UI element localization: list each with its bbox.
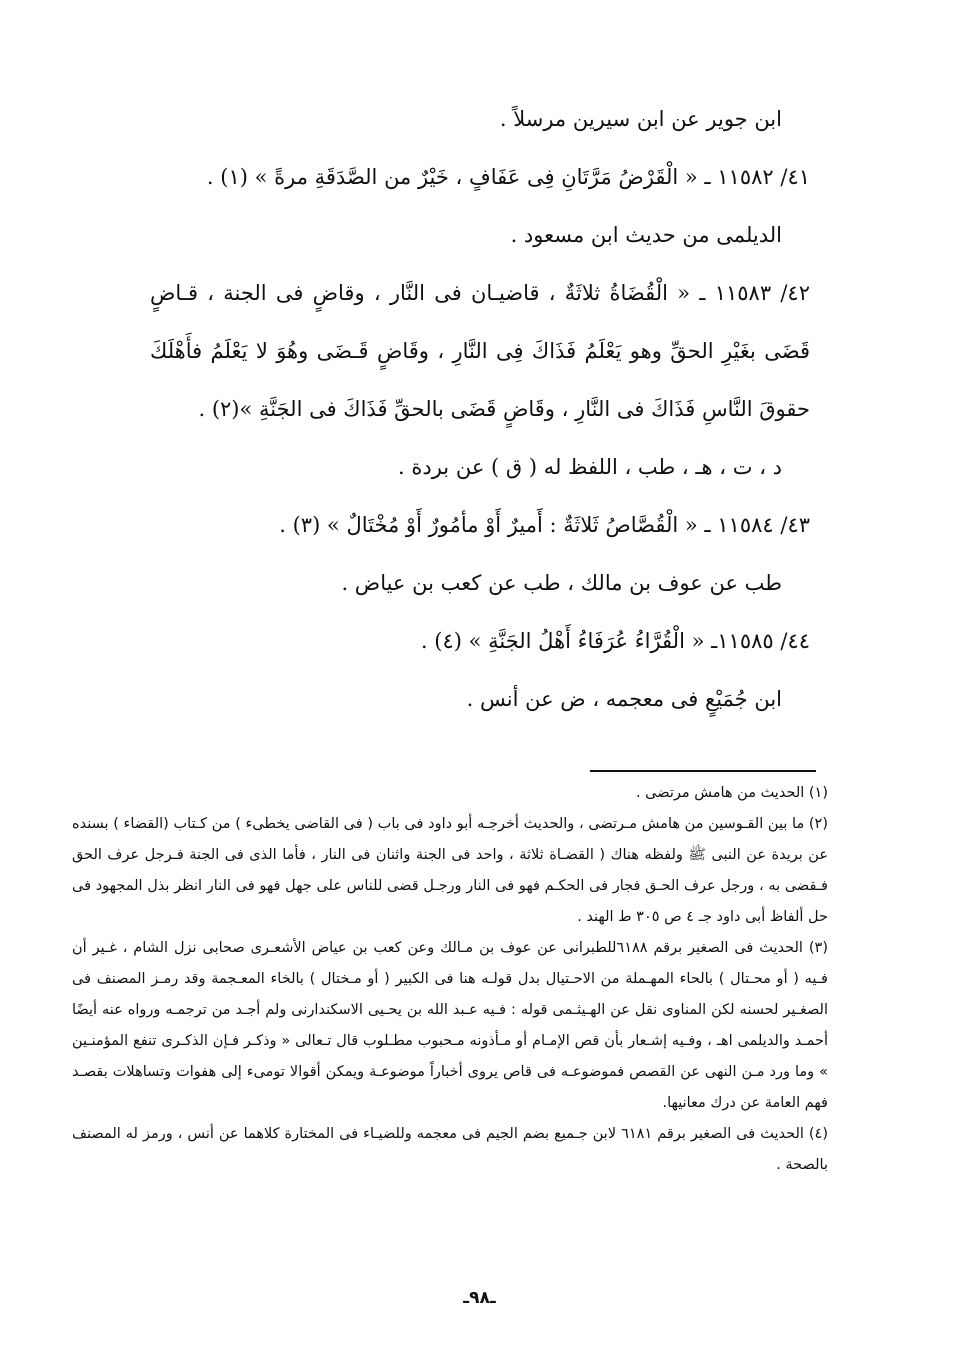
hadith-42: ٤٢/ ١١٥٨٣ ـ « الْقُضَاةُ ثلاثَةٌ ، قاضيـان فى النَّار ، وقاضٍ فى الجنة ، قـاضٍ قَضَى بغَيْرِ الحقِّ وهو يَعْلَمُ فَذَاكَ فِى النَّارِ ، وقَاضٍ قَـضَى وهُوَ لا يَعْلَمُ فأَهْلَكَ حقوقَ النَّاسِ فَذَاكَ فى النَّارِ ، وقَاضٍ قَضَى بالحقِّ فَذَاكَ فى الجَنَّةِ »(٢) .	[150, 281, 810, 421]
footnote-separator	[590, 770, 816, 772]
text-line: ابن جوير عن ابن سيرين مرسلاً .	[499, 107, 782, 131]
text-line: الديلمى من حديث ابن مسعود .	[510, 223, 782, 247]
text-line: طب عن عوف بن مالك ، طب عن كعب بن عياض .	[341, 571, 782, 595]
hadith-41: ٤١/ ١١٥٨٢ ـ « الْقَرْضُ مَرَّتَانِ فِى عَفَافٍ ، خَيْرٌ من الصَّدَقَةِ مرةً » (١) .	[206, 165, 810, 189]
text-line: ابن جُمَيْعٍ فى معجمه ، ض عن أنس .	[466, 687, 782, 711]
hadith-44: ٤٤/ ١١٥٨٥ـ « الْقُرَّاءُ عُرَفَاءُ أَهْلُ الجَنَّةِ » (٤) .	[420, 629, 810, 653]
main-text	[150, 90, 810, 728]
footnote-3: (٣) الحديث فى الصغير برقم ٦١٨٨للطبرانى عن عوف بن مـالك وعن كعب بن عياض الأشعـرى صحابى نزل الشام ، غـير أن فـيه ( أو محـتال ) بالحاء المهـملة من الاحـتيال بدل قولـه هنا فى الكبير ( أو مـختال ) بالخاء المعـجمة وقد رمـز المصنف فى الصغـير لحسنه لكن المناوى نقل عن الهـيثـمى قوله : فـيه عـبد الله بن يحـيى الاسكندارنى ولم أجـد من ترجمـه ورواه عنه أيضًا أحمـد والديلمى اهـ ، وفـيه إشـعار بأن قص الإمـام أو مـأذونه مـحبوب مطـلوب قال تـعالى « وذكـر فـإن الذكـرى تنفع المؤمنـين » وما ورد مـن النهى عن القصص فموضوعـه فى قاص يروى أخباراً موضوعـة ويمكن أقوالا تومىء إلى هفوات وتساهلات بقصـد فهم العامة عن درك معانيها.	[72, 940, 828, 1111]
page-number: ـ٩٨ـ	[463, 1288, 496, 1308]
footnotes	[72, 778, 828, 1181]
hadith-43: ٤٣/ ١١٥٨٤ ـ « الْقُصَّاصُ ثَلاثَةٌ : أَميرٌ أَوْ مأمُورٌ أَوْ مُخْتَالٌ » (٣) .	[279, 513, 810, 537]
footnote-2: (٢) ما بين القـوسين من هامش مـرتضى ، والحديث أخرجـه أبو داود فى باب ( فى القاضى يخطىء ) من كـتاب (القضاء ) بسنده عن بريدة عن النبى ﷺ ولفظه هناك ( القضـاة ثلاثة ، واحد فى الجنة واثنان فى النار ، فأما الذى فى الجنة فـرجل عرف الحق فـقضى به ، ورجل عرف الحـق فجار فى الحكـم فهو فى النار ورجـل قضى للناس على جهل فهو فى النار انظر بذل المجهود فى حل ألفاظ أبى داود جـ ٤ ص ٣٠٥ ط الهند .	[72, 816, 828, 925]
footnote-1: (١) الحديث من هامش مرتضى .	[635, 785, 828, 801]
footnote-4: (٤) الحديث فى الصغير برقم ٦١٨١ لابن جـميع بضم الجيم فى معجمه وللضيـاء فى المختارة كلاهما عن أنس ، ورمز له المصنف بالصحة .	[72, 1126, 829, 1173]
text-line: د ، ت ، هـ ، طب ، اللفظ له ( ق ) عن بردة .	[398, 455, 782, 479]
